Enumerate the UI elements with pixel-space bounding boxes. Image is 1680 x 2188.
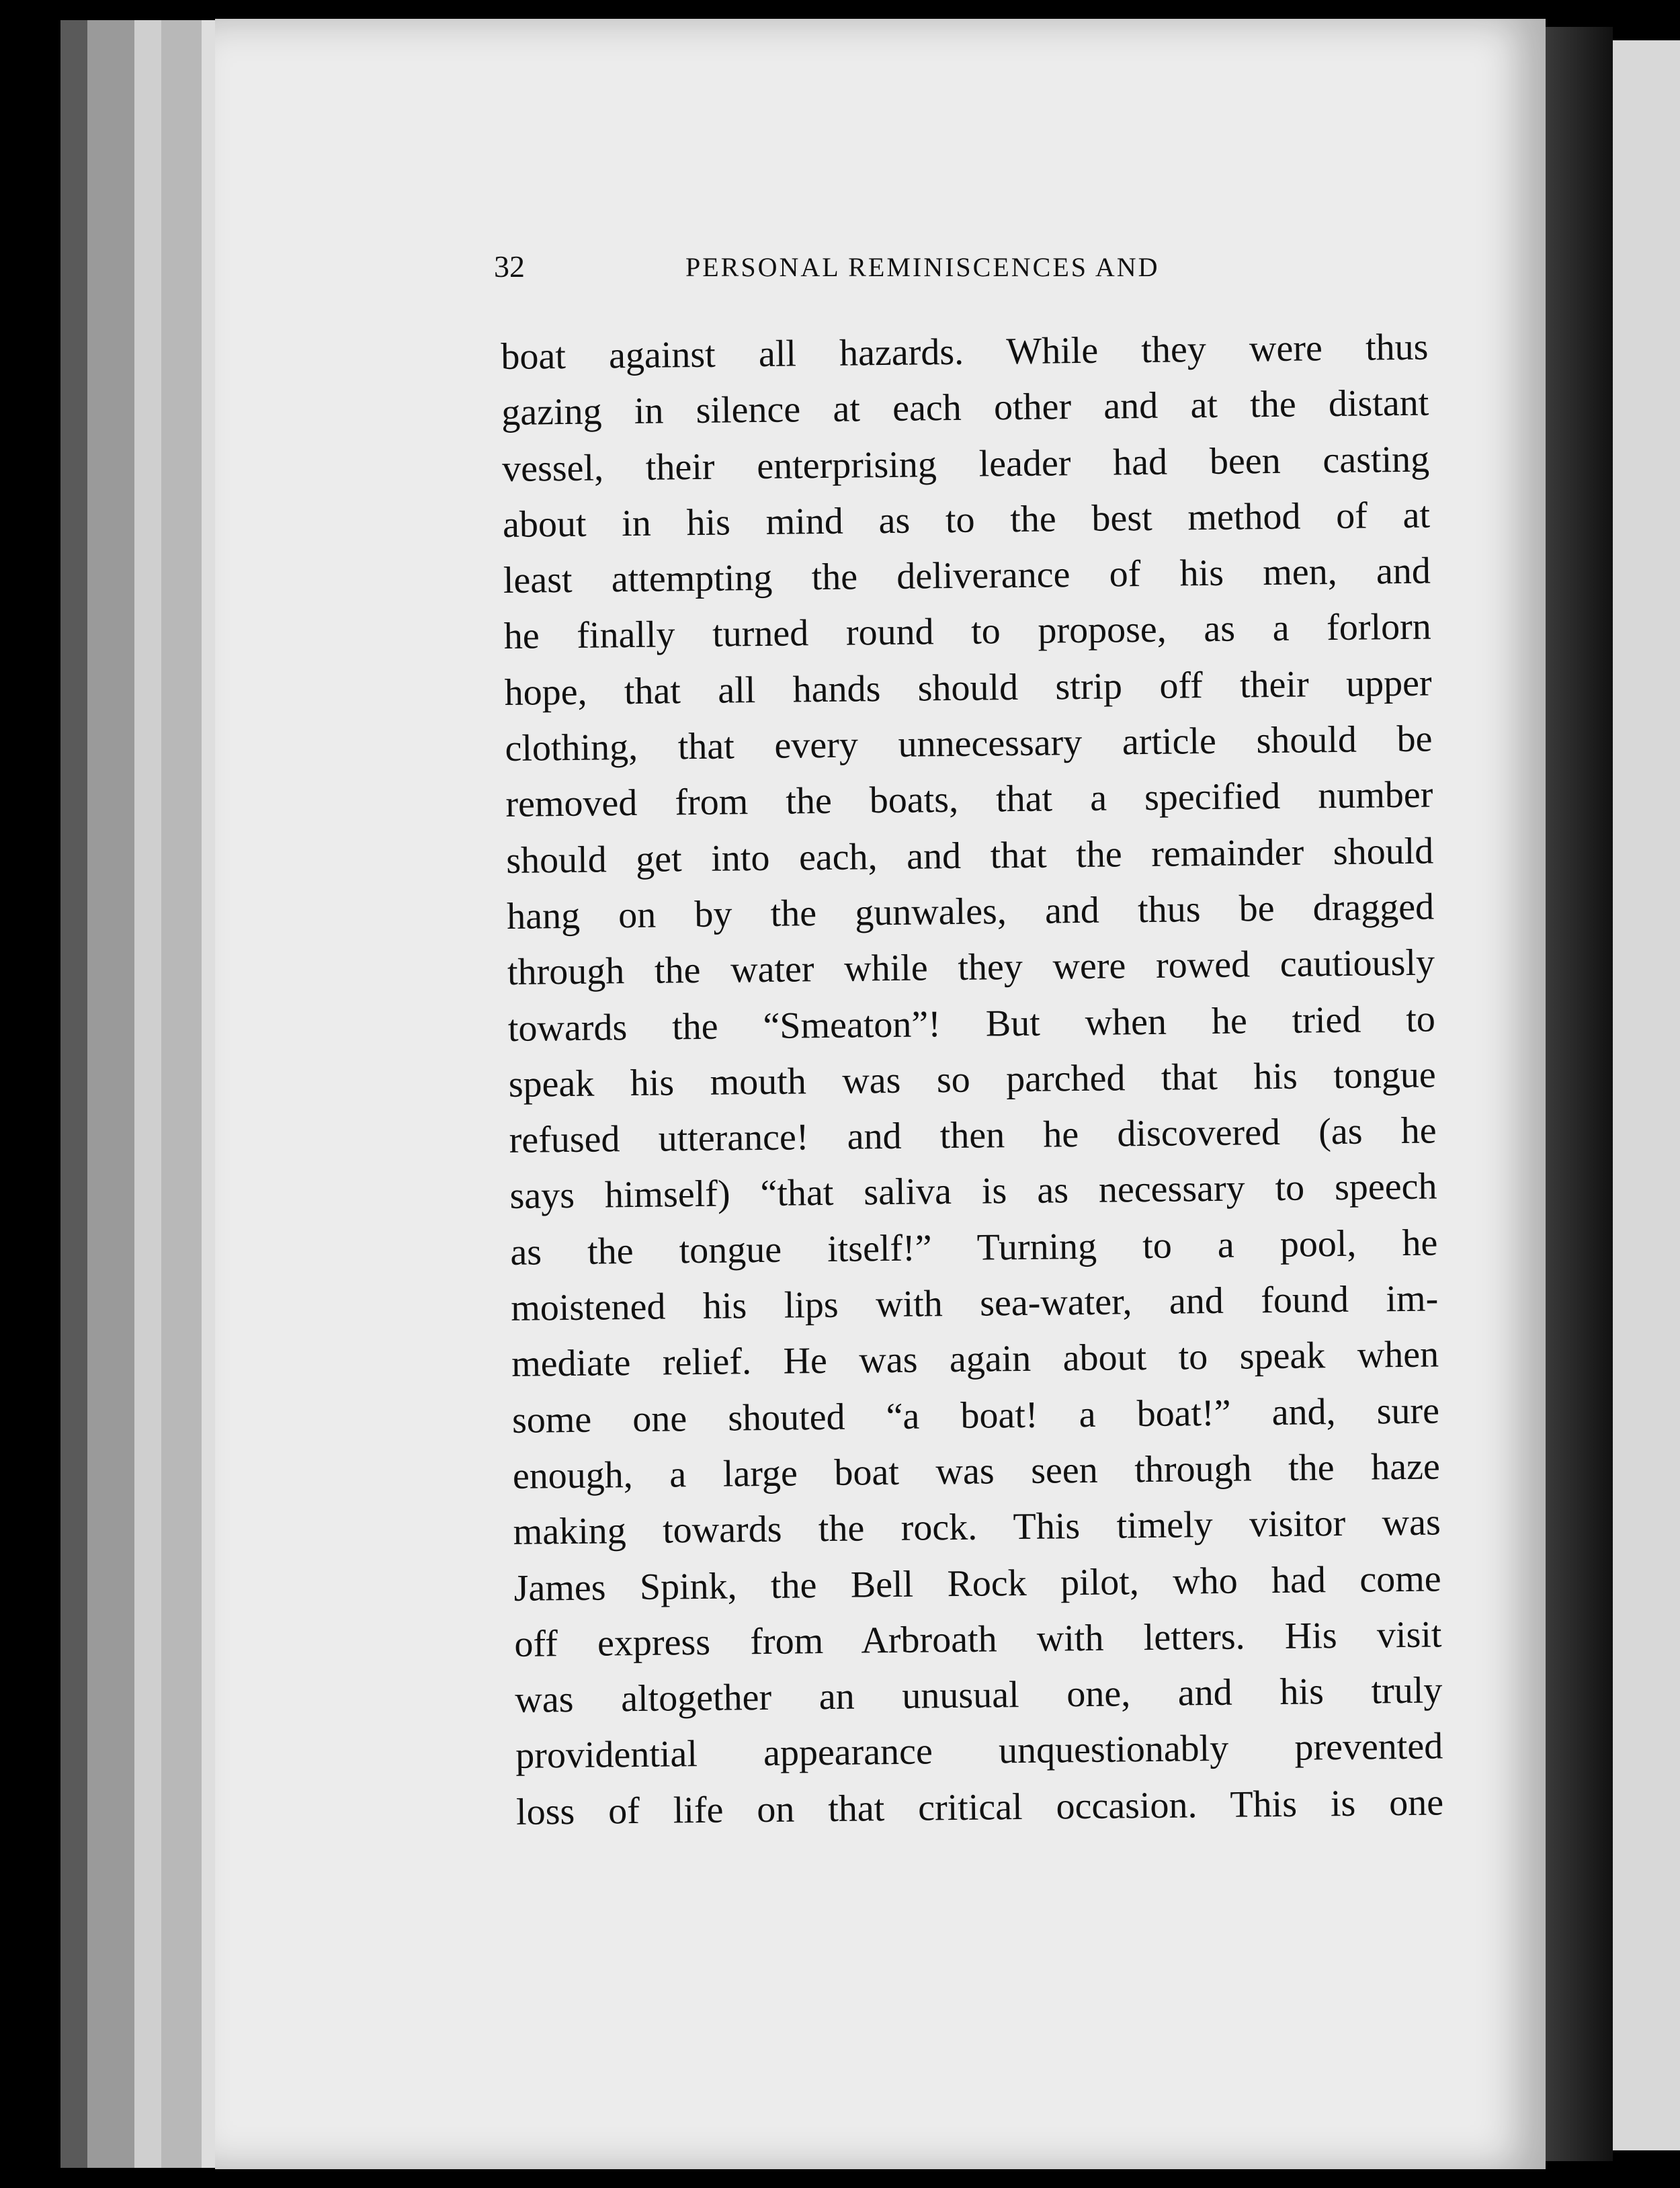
page-header: [494, 249, 1233, 302]
text-line: enough, a large boat was seen through the haze: [512, 1445, 1441, 1497]
text-line: moistened his lips with sea-water, and found im-: [510, 1277, 1439, 1329]
text-line: boat against all hazards. While they were thus: [501, 326, 1429, 378]
text-line: providential appearance unquestionably prevented: [515, 1725, 1443, 1777]
facing-page-edge: [1613, 40, 1680, 2150]
page-number: 32: [494, 249, 525, 284]
text-line: through the water while they were rowed cautiously: [507, 941, 1435, 994]
page-edge: [87, 20, 134, 2168]
text-line: loss of life on that critical occasion. This is one: [515, 1781, 1444, 1833]
text-line: vessel, their enterprising leader had been casting: [501, 438, 1430, 490]
text-line: off express from Arbroath with letters. His visit: [514, 1613, 1442, 1665]
page-edge: [202, 20, 215, 2168]
text-line: speak his mouth was so parched that his tongue: [508, 1054, 1437, 1105]
book-gutter: [1546, 27, 1613, 2161]
text-line: some one shouted “a boat! a boat!” and, sure: [511, 1390, 1440, 1441]
text-line: was altogether an unusual one, and his truly: [515, 1669, 1443, 1722]
text-line: towards the “Smeaton”! But when he tried to: [507, 998, 1436, 1050]
text-line: as the tongue itself!” Turning to a pool, he: [510, 1222, 1438, 1273]
text-line: clothing, that every unnecessary article should be: [505, 718, 1433, 770]
text-line: says himself) “that saliva is as necessary to speech: [509, 1165, 1437, 1218]
page-edge: [134, 20, 161, 2168]
text-line: mediate relief. He was again about to speak when: [511, 1333, 1439, 1386]
text-line: he finally turned round to propose, as a forlorn: [503, 606, 1432, 658]
text-line: James Spink, the Bell Rock pilot, who had come: [513, 1557, 1441, 1609]
text-line: hope, that all hands should strip off their upper: [504, 662, 1432, 714]
running-head: PERSONAL REMINISCENCES AND: [685, 252, 1160, 282]
page-edge: [60, 20, 87, 2168]
text-line: removed from the boats, that a specified number: [505, 773, 1433, 826]
text-line: hang on by the gunwales, and thus be dragged: [506, 886, 1435, 937]
body-text: [501, 320, 1443, 1841]
text-line: making towards the rock. This timely visitor was: [513, 1501, 1441, 1554]
text-line: about in his mind as to the best method of at: [502, 494, 1431, 546]
text-line: least attempting the deliverance of his men, and: [503, 550, 1431, 602]
page-edge: [161, 20, 202, 2168]
text-line: gazing in silence at each other and at the distant: [501, 382, 1429, 434]
text-line: refused utterance! and then he discovered (as he: [509, 1109, 1437, 1162]
text-line: should get into each, and that the remainder should: [505, 830, 1434, 882]
